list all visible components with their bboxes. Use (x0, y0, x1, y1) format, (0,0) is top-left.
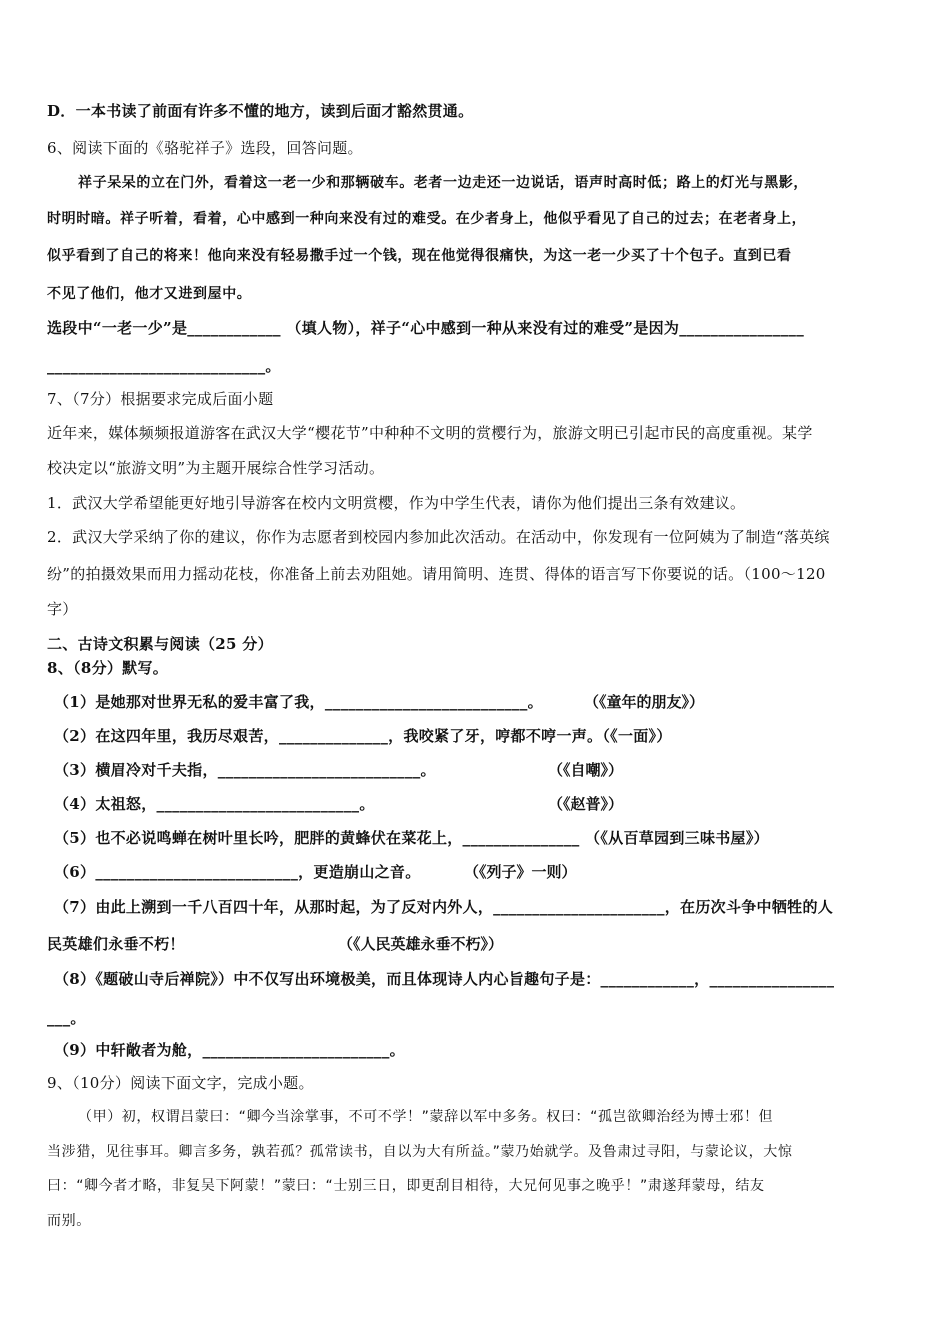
passage-line: 而别。 (47, 1213, 91, 1229)
question-7-intro-cont: 校决定以“旅游文明”为主题开展综合性学习活动。 (47, 459, 385, 477)
question-8-item-4-source: （《赵普》） (548, 795, 624, 813)
question-6-prompt: 选段中“一老一少”是____________ （填人物），祥子“心中感到一种从来没有过的难受”是因为________________ (47, 319, 805, 337)
question-9-heading: 9、（10分）阅读下面文字，完成小题。 (47, 1074, 314, 1092)
question-6-heading: 6、阅读下面的《骆驼祥子》选段，回答问题。 (47, 139, 363, 157)
question-8-item-8: （8）《题破山寺后禅院》）中不仅写出环境极美，而且体现诗人内心旨趣句子是：____________，________________ (54, 970, 835, 988)
section-2-title: 二、古诗文积累与阅读（25 分） (47, 635, 273, 653)
question-7-task-1: 1．武汉大学希望能更好地引导游客在校内文明赏樱，作为中学生代表，请你为他们提出三条有效建议。 (47, 494, 746, 512)
question-7-heading: 7、（7分）根据要求完成后面小题 (47, 390, 274, 408)
question-8-item-1: （1）是她那对世界无私的爱丰富了我，__________________________。 (54, 693, 543, 711)
question-8-item-6-source: （《列子》一则） (464, 863, 577, 881)
question-8-item-7-cont: 民英雄们永垂不朽！ (47, 935, 185, 953)
question-7-intro: 近年来，媒体频频报道游客在武汉大学“樱花节”中种种不文明的赏樱行为，旅游文明已引起市民的高度重视。某学 (47, 424, 813, 442)
question-8-item-7-source: （《人民英雄永垂不朽》） (338, 935, 504, 953)
passage-line: 曰：“卿今者才略，非复吴下阿蒙！”蒙曰：“士别三日，即更刮目相待，大兄何见事之晚乎！”肃遂拜蒙母，结友 (47, 1178, 765, 1194)
question-8-item-2: （2）在这四年里，我历尽艰苦，______________，我咬紧了牙，哼都不哼一声。（《一面》） (54, 727, 672, 745)
question-8-item-9: （9）中轩敞者为舱，________________________。 (54, 1041, 405, 1059)
question-5-option-d: D．一本书读了前面有许多不懂的地方，读到后面才豁然贯通。 (47, 102, 474, 120)
passage-line: 不见了他们，他才又进到屋中。 (47, 286, 252, 302)
question-8-item-4: （4）太祖怒，__________________________。 (54, 795, 375, 813)
question-8-heading: 8、（8分）默写。 (47, 659, 169, 677)
question-8-item-8-cont: ___。 (47, 1009, 86, 1027)
question-7-task-2-end: 字） (47, 600, 78, 618)
question-7-task-2-cont: 纷”的拍摄效果而用力摇动花枝，你准备上前去劝阻她。请用简明、连贯、得体的语言写下你要说的话。（100～120 (47, 565, 826, 583)
question-8-item-7: （7）由此上溯到一千八百四十年，从那时起，为了反对内外人，______________________，在历次斗争中牺牲的人 (54, 898, 834, 916)
passage-line: 当涉猎，见往事耳。卿言多务，孰若孤？孤常读书，自以为大有所益。”蒙乃始就学。及鲁肃过寻阳，与蒙论议，大惊 (47, 1144, 793, 1160)
passage-line: 祥子呆呆的立在门外，看着这一老一少和那辆破车。老者一边走还一边说话，语声时高时低；路上的灯光与黑影， (78, 175, 808, 191)
passage-line: 时明时暗。祥子听着，看着，心中感到一种向来没有过的难受。在少者身上，他似乎看见了自己的过去；在老者身上， (47, 211, 807, 227)
question-8-item-3: （3）横眉冷对千夫指，__________________________。 (54, 761, 436, 779)
question-8-item-5: （5）也不必说鸣蝉在树叶里长吟，肥胖的黄蜂伏在菜花上，_______________ （《从百草园到三味书屋》） (54, 829, 769, 847)
passage-line: （甲）初，权谓吕蒙曰：“卿今当涂掌事，不可不学！”蒙辞以军中多务。权曰：“孤岂欲卿治经为博士邪！但 (78, 1109, 774, 1125)
question-8-item-6: （6）__________________________，更造崩山之音。 (54, 863, 421, 881)
passage-line: 似乎看到了自己的将来！他向来没有轻易撒手过一个钱，现在他觉得很痛快，为这一老一少买了十个包子。直到已看 (47, 248, 792, 264)
question-7-task-2: 2．武汉大学采纳了你的建议，你作为志愿者到校园内参加此次活动。在活动中，你发现有一位阿姨为了制造“落英缤 (47, 528, 830, 546)
question-8-item-1-source: （《童年的朋友》） (584, 693, 705, 711)
question-8-item-3-source: （《自嘲》） (548, 761, 624, 779)
question-6-prompt-cont: ____________________________。 (47, 357, 281, 375)
